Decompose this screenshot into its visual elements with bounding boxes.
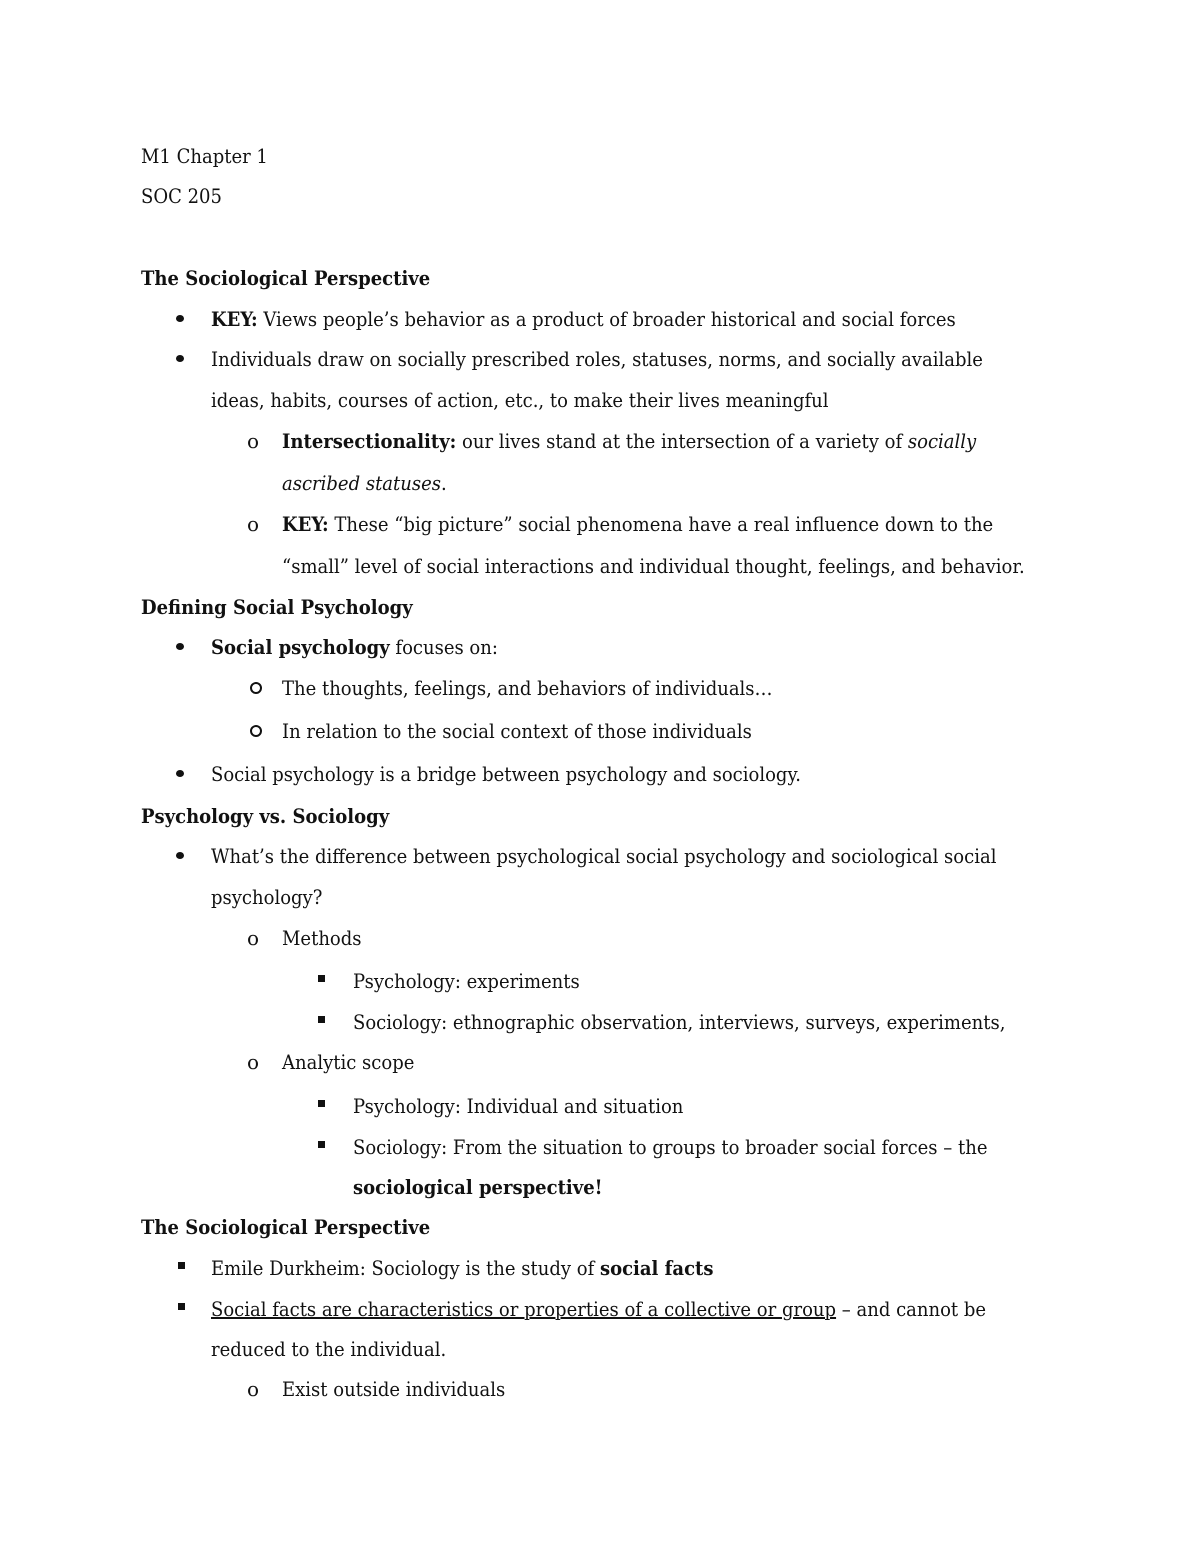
sub-sub-list-item: Psychology: Individual and situation xyxy=(353,1094,684,1118)
square-bullet-icon xyxy=(318,1141,325,1148)
hollow-bullet-icon xyxy=(250,725,262,737)
square-bullet-icon xyxy=(318,975,325,982)
sub-bullet-o-icon: o xyxy=(247,1377,260,1401)
sub-list-item-line: ascribed statuses. xyxy=(282,471,447,495)
list-item: Emile Durkheim: Sociology is the study of social facts xyxy=(211,1256,714,1280)
sub-list-item-line: “small” level of social interactions and individual thought, feelings, and behavior. xyxy=(282,554,1025,578)
list-item: Social psychology focuses on: xyxy=(211,635,498,659)
key-label: KEY: xyxy=(211,307,258,331)
list-item-line: psychology? xyxy=(211,885,323,909)
document-title: M1 Chapter 1 xyxy=(141,144,268,168)
sub-list-item: Analytic scope xyxy=(282,1050,415,1074)
key-label: KEY: xyxy=(282,512,329,536)
sub-list-item: KEY: These “big picture” social phenomena have a real influence down to the xyxy=(282,512,994,536)
sub-bullet-o-icon: o xyxy=(247,926,260,950)
list-item-line: ideas, habits, courses of action, etc., to make their lives meaningful xyxy=(211,388,829,412)
sub-list-item: Methods xyxy=(282,926,362,950)
sub-sub-list-item: Psychology: experiments xyxy=(353,969,580,993)
section-heading-sociological-perspective-2: The Sociological Perspective xyxy=(141,1215,431,1239)
bullet-disc-icon xyxy=(176,643,184,650)
sub-sub-list-item-line: Sociology: From the situation to groups to broader social forces – the xyxy=(353,1135,988,1159)
square-bullet-icon xyxy=(178,1262,185,1269)
list-item-line: What’s the difference between psychological social psychology and sociological social xyxy=(211,844,997,868)
list-item-line: Individuals draw on socially prescribed roles, statuses, norms, and socially available xyxy=(211,347,983,371)
bullet-disc-icon xyxy=(176,852,184,859)
square-bullet-icon xyxy=(178,1303,185,1310)
bullet-disc-icon xyxy=(176,770,184,777)
section-heading-defining-social-psychology: Defining Social Psychology xyxy=(141,595,413,619)
list-item xyxy=(211,305,956,333)
list-item-text: Views people’s behavior as a product of broader historical and social forces xyxy=(257,307,956,331)
sub-bullet-o-icon: o xyxy=(247,429,260,453)
underlined-definition: Social facts are characteristics or properties of a collective or group xyxy=(211,1297,837,1321)
section-heading-psychology-vs-sociology: Psychology vs. Sociology xyxy=(141,804,390,828)
sub-bullet-o-icon: o xyxy=(247,1050,260,1074)
list-item: Social facts are characteristics or properties of a collective or group – and cannot be xyxy=(211,1297,987,1321)
sub-list-item: In relation to the social context of those individuals xyxy=(282,719,752,743)
bullet-disc-icon xyxy=(176,355,184,362)
sub-list-item: Intersectionality: our lives stand at the intersection of a variety of socially xyxy=(282,429,977,453)
term-label: Intersectionality: xyxy=(282,429,457,453)
sub-bullet-o-icon: o xyxy=(247,512,260,536)
bullet-disc-icon xyxy=(176,315,184,322)
term-label: social facts xyxy=(599,1256,714,1280)
term-label: Social psychology xyxy=(211,635,390,659)
section-heading-sociological-perspective: The Sociological Perspective xyxy=(141,266,431,290)
list-item: Social psychology is a bridge between psychology and sociology. xyxy=(211,762,801,786)
hollow-bullet-icon xyxy=(250,682,262,694)
sub-sub-list-item-line: sociological perspective! xyxy=(353,1175,603,1199)
sub-list-item: Exist outside individuals xyxy=(282,1377,506,1401)
list-item-line: reduced to the individual. xyxy=(211,1337,447,1361)
square-bullet-icon xyxy=(318,1100,325,1107)
sub-list-item: The thoughts, feelings, and behaviors of individuals… xyxy=(282,676,773,700)
square-bullet-icon xyxy=(318,1016,325,1023)
course-code: SOC 205 xyxy=(141,184,222,208)
sub-sub-list-item: Sociology: ethnographic observation, interviews, surveys, experiments, xyxy=(353,1010,1006,1034)
